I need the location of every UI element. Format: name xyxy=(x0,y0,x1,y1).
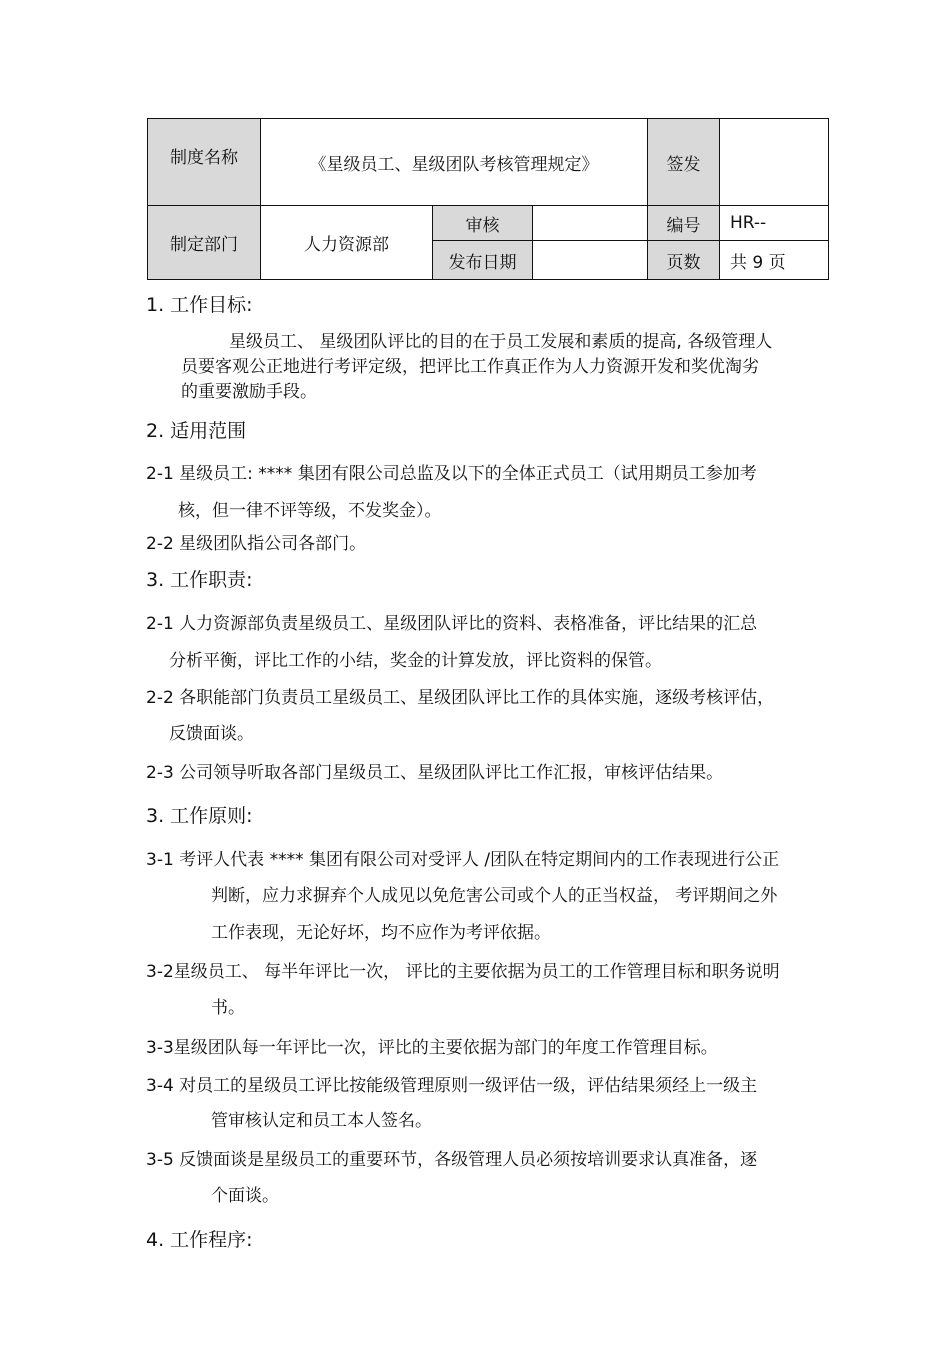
dept-value: 人力资源部 xyxy=(261,206,433,279)
paragraph-line: 员要客观公正地进行考评定级，把评比工作真正作为人力资源开发和奖优淘劣 xyxy=(181,357,759,377)
paragraph-line: 3-1 考评人代表 **** 集团有限公司对受评人 /团队在特定期间内的工作表现进行公正 xyxy=(146,850,780,870)
date-label: 发布日期 xyxy=(433,241,533,279)
number-label: 编号 xyxy=(648,206,720,241)
section-heading-5: 4. 工作程序: xyxy=(146,1229,253,1251)
pages-value: 共 9 页 xyxy=(730,252,786,273)
paragraph-line: 2-3 公司领导听取各部门星级员工、星级团队评比工作汇报，审核评估结果。 xyxy=(146,763,724,783)
paragraph-line: 2-2 星级团队指公司各部门。 xyxy=(146,534,367,554)
paragraph-line: 的重要激励手段。 xyxy=(181,382,317,402)
sign-value xyxy=(720,119,828,206)
paragraph-line: 3-5 反馈面谈是星级员工的重要环节，各级管理人员必须按培训要求认真准备，逐 xyxy=(146,1150,758,1170)
paragraph-line: 2-2 各职能部门负责员工星级员工、星级团队评比工作的具体实施，逐级考核评估， xyxy=(146,688,775,708)
paragraph-line: 判断，应力求摒弃个人成见以免危害公司或个人的正当权益， 考评期间之外 xyxy=(211,886,778,906)
header-table xyxy=(147,118,829,280)
paragraph-line: 3-2星级员工、 每半年评比一次， 评比的主要依据为员工的工作管理目标和职务说明 xyxy=(146,962,780,982)
paragraph-line: 反馈面谈。 xyxy=(169,724,254,744)
review-value xyxy=(533,206,648,241)
paragraph-line: 管审核认定和员工本人签名。 xyxy=(211,1111,432,1131)
paragraph-line: 分析平衡，评比工作的小结，奖金的计算发放，评比资料的保管。 xyxy=(169,651,662,671)
paragraph-line: 星级员工、 星级团队评比的目的在于员工发展和素质的提高, 各级管理人 xyxy=(229,332,773,352)
review-label: 审核 xyxy=(433,206,533,241)
name-label: 制度名称 xyxy=(148,119,261,206)
paragraph-line: 2-1 星级员工: **** 集团有限公司总监及以下的全体正式员工（试用期员工参加考 xyxy=(146,464,757,484)
paragraph-line: 2-1 人力资源部负责星级员工、星级团队评比的资料、表格准备，评比结果的汇总 xyxy=(146,614,758,634)
name-value: 《星级员工、星级团队考核管理规定》 xyxy=(261,119,648,206)
section-heading-4: 3. 工作原则: xyxy=(146,805,253,827)
number-value: HR-- xyxy=(720,206,828,241)
pages-label: 页数 xyxy=(648,241,720,279)
paragraph-line: 书。 xyxy=(211,998,245,1018)
paragraph-line: 核，但一律不评等级，不发奖金）。 xyxy=(178,501,442,521)
date-value xyxy=(533,241,648,279)
sign-label: 签发 xyxy=(648,119,720,206)
paragraph-line: 个面谈。 xyxy=(211,1186,279,1206)
section-heading-1: 1. 工作目标: xyxy=(146,294,253,316)
section-heading-3: 3. 工作职责: xyxy=(146,569,253,591)
section-heading-2: 2. 适用范围 xyxy=(146,420,247,442)
paragraph-line: 3-3星级团队每一年评比一次，评比的主要依据为部门的年度工作管理目标。 xyxy=(146,1038,718,1058)
paragraph-line: 工作表现，无论好坏，均不应作为考评依据。 xyxy=(211,923,551,943)
paragraph-line: 3-4 对员工的星级员工评比按能级管理原则一级评估一级，评估结果须经上一级主 xyxy=(146,1076,758,1096)
dept-label: 制定部门 xyxy=(148,206,261,279)
